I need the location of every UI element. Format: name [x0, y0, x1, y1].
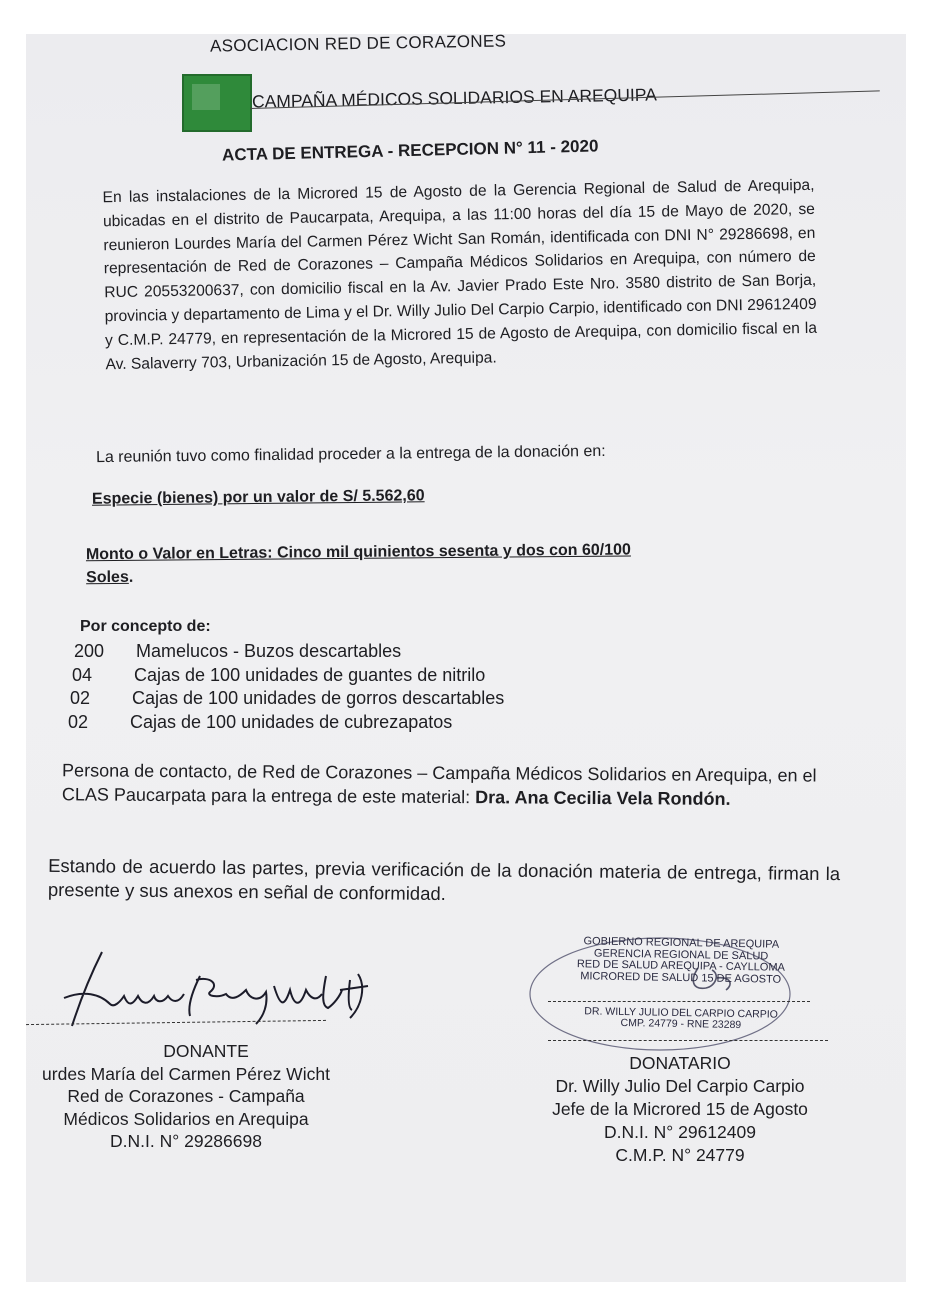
- item-quantity: 02: [68, 711, 89, 732]
- item-quantity: 04: [72, 664, 93, 685]
- list-item: [68, 711, 502, 735]
- donor-name: urdes María del Carmen Pérez Wicht: [42, 1063, 330, 1084]
- recipient-position: Jefe de la Microred 15 de Agosto: [552, 1099, 808, 1119]
- stamp-line2: GERENCIA REGIONAL DE SALUD: [593, 946, 769, 963]
- donor-role: DONANTE: [163, 1041, 249, 1061]
- items-list: [70, 640, 504, 734]
- stamp-header: [556, 936, 807, 986]
- list-item: [70, 687, 504, 711]
- item-description: Mamelucos - Buzos descartables: [136, 641, 402, 661]
- campaign-name: CAMPAÑA MÉDICOS SOLIDARIOS EN AREQUIPA: [251, 84, 657, 112]
- purpose-statement: La reunión tuvo como finalidad proceder a la entrega de la donación en:: [95, 442, 606, 467]
- recipient-cmp: C.M.P. N° 24779: [615, 1145, 745, 1165]
- amount-words-period: .: [128, 568, 134, 586]
- stamp-divider: [548, 1001, 810, 1002]
- stamp-line1: GOBIERNO REGIONAL DE AREQUIPA: [583, 935, 780, 951]
- donor-block: [26, 1040, 346, 1153]
- recipient-role: DONATARIO: [629, 1053, 731, 1073]
- item-quantity: 200: [74, 641, 105, 661]
- contact-person: Dra. Ana Cecilia Vela Rondón.: [475, 786, 731, 809]
- list-item: [74, 640, 508, 664]
- stamp-line3: RED DE SALUD AREQUIPA - CAYLLOMA: [576, 958, 786, 974]
- donation-value-text: Especie (bienes) por un valor de S/ 5.562,60: [91, 487, 425, 508]
- organization-name: ASOCIACION RED DE CORAZONES: [209, 31, 507, 56]
- amount-in-words: [86, 537, 826, 589]
- recipient-block: [520, 1052, 840, 1167]
- recipient-signature-line: [548, 1040, 828, 1041]
- amount-words-line1: Monto o Valor en Letras: Cinco mil quinientos sesenta y dos con 60/100: [85, 541, 631, 564]
- contact-paragraph: [62, 759, 842, 811]
- stamp-doctor-reg: CMP. 24779 - RNE 23289: [620, 1016, 742, 1032]
- item-description: Cajas de 100 unidades de cubrezapatos: [130, 711, 453, 732]
- amount-words-currency: Soles: [86, 568, 129, 587]
- recipient-name: Dr. Willy Julio Del Carpio Carpio: [555, 1076, 805, 1096]
- organization-logo: [182, 74, 252, 132]
- recipient-dni: D.N.I. N° 29612409: [604, 1122, 756, 1142]
- donor-dni: D.N.I. N° 29286698: [110, 1131, 262, 1151]
- intro-paragraph: En las instalaciones de la Microred 15 de Agosto de la Gerencia Regional de Salud de Arequipa, ubicadas en el distrito de Paucarpata, Arequipa, a las 11:00 horas del día 15 de Mayo de 2020, se reunieron Lourdes María del Carmen Pérez Wicht San Román, identificada con DNI N° 29286698, en representación de Red de Corazones – Campaña Médicos Solidarios en Arequipa, con número de RUC 20553200637, con domicilio fiscal en la Av. Javier Prado Este Nro. 3580 distrito de San Borja, provincia y departamento de Lima y el Dr. Willy Julio Del Carpio Carpio, identificado con DNI 29612409 y C.M.P. 24779, en representación de la Microred 15 de Agosto de Arequipa, con domicilio fiscal en la Av. Salaverry 703, Urbanización 15 de Agosto, Arequipa.: [102, 176, 818, 373]
- donor-org-line2: Médicos Solidarios en Arequipa: [63, 1108, 309, 1129]
- document-title: ACTA DE ENTREGA - RECEPCION N° 11 - 2020: [221, 136, 599, 165]
- list-item: [72, 664, 506, 688]
- stamp-doctor: [556, 1006, 806, 1032]
- item-quantity: 02: [70, 688, 91, 708]
- stamp-doctor-name: DR. WILLY JULIO DEL CARPIO CARPIO: [584, 1005, 778, 1021]
- item-description: Cajas de 100 unidades de guantes de nitrilo: [134, 664, 486, 685]
- donation-value: [92, 487, 425, 508]
- item-description: Cajas de 100 unidades de gorros descartables: [132, 688, 505, 708]
- concepto-label: Por concepto de:: [80, 618, 211, 635]
- contact-text: Persona de contacto, de Red de Corazones – Campaña Médicos Solidarios en Arequipa, en el CLAS Paucarpata para la entrega de este material:: [61, 760, 817, 807]
- agreement-paragraph: Estando de acuerdo las partes, previa verificación de la donación materia de entrega, firman la presente y sus anexos en señal de conformidad.: [47, 854, 841, 905]
- stamp-line4: MICRORED DE SALUD 15 DE AGOSTO: [580, 969, 782, 986]
- donor-org-line1: Red de Corazones - Campaña: [67, 1086, 305, 1106]
